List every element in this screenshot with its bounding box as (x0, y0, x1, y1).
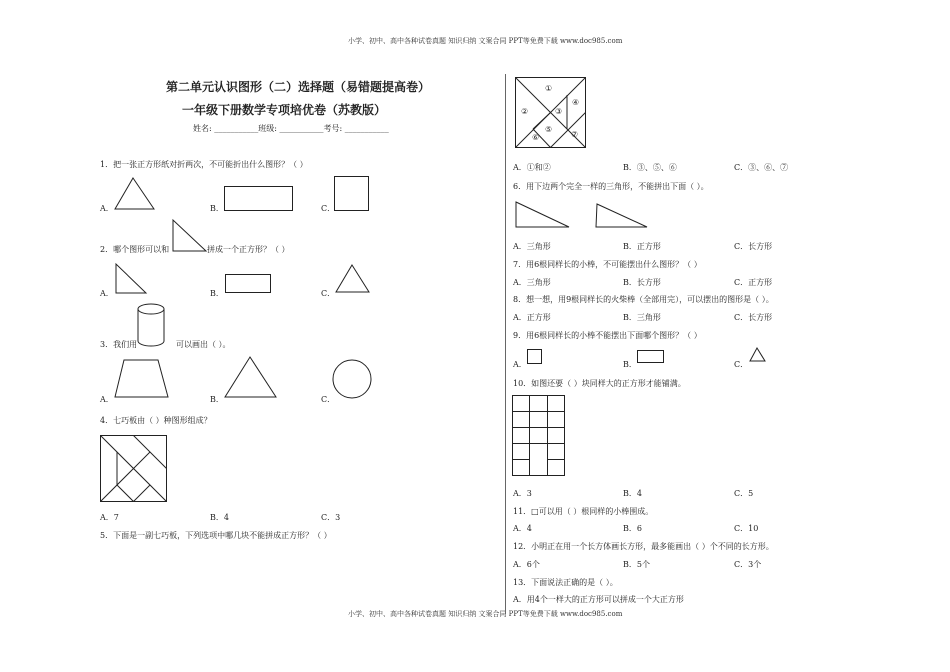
question-12: 12．小明正在用一个长方体画长方形，最多能画出（ ）个不同的长方形。 (513, 542, 774, 551)
q10-option-c: C．5 (734, 489, 754, 498)
q6-triangle-2 (595, 203, 649, 229)
q5-option-c: C．③、⑥、⑦ (734, 163, 789, 172)
q2-option-c-label: C． (321, 289, 336, 298)
q8-option-a: A．正方形 (513, 313, 551, 322)
q4-option-b: B．4 (210, 513, 229, 522)
q10-option-a: A．3 (513, 489, 532, 498)
q2-option-a-label: A． (100, 289, 114, 298)
question-9: 9．用6根同样长的小棒不能摆出下面哪个图形？（ ） (513, 331, 702, 340)
question-13: 13．下面说法正确的是（ ）。 (513, 578, 618, 587)
q10-option-b: B．4 (623, 489, 642, 498)
tangram-label-7: ⑦ (571, 130, 579, 139)
q5-option-b: B．③、⑤、⑥ (623, 163, 677, 172)
q9-option-b-rectangle (637, 350, 665, 364)
question-11: 11．□可以用（ ）根同样的小棒围成。 (513, 507, 654, 516)
question-3-part1: 3．我们用 (100, 340, 138, 349)
q6-option-b: B．正方形 (623, 242, 661, 251)
q11-option-a: A．4 (513, 524, 532, 533)
page-footer: 小学、初中、高中各种试卷真题 知识归纳 文案合同 PPT等免费下载 www.doc985.com (348, 610, 623, 618)
q3-option-c-label: C． (321, 395, 336, 404)
q3-trapezoid-figure (114, 359, 170, 399)
q7-option-a: A．三角形 (513, 278, 551, 287)
q4-option-a: A．7 (100, 513, 119, 522)
q6-option-a: A．三角形 (513, 242, 551, 251)
q3-triangle-figure (224, 356, 278, 400)
q12-option-a: A．6个 (513, 560, 540, 569)
q4-option-c: C．3 (321, 513, 341, 522)
q9-option-b-label: B． (623, 360, 637, 369)
q1-option-c-label: C． (321, 204, 336, 213)
q7-option-b: B．长方形 (623, 278, 661, 287)
q9-option-c-label: C． (734, 360, 749, 369)
q12-option-c: C．3个 (734, 560, 762, 569)
q9-option-a-square (527, 349, 543, 365)
question-5: 5．下面是一副七巧板，下列选项中哪几块不能拼成正方形？（ ） (100, 531, 332, 540)
question-10: 10．如图还要（ ）块同样大的正方形才能铺满。 (513, 379, 686, 388)
question-7: 7．用6根同样长的小棒，不可能摆出什么图形？（ ） (513, 260, 702, 269)
q9-option-c-triangle (749, 347, 767, 363)
question-1: 1．把一张正方形纸对折两次，不可能折出什么图形？（ ） (100, 160, 308, 169)
q6-triangle-1 (515, 201, 571, 229)
q11-option-c: C．10 (734, 524, 759, 533)
tangram-label-6: ⑥ (532, 133, 540, 142)
question-2-part1: 2．哪个图形可以和 (100, 245, 170, 254)
q12-option-b: B．5个 (623, 560, 650, 569)
q4-tangram-figure (100, 435, 168, 503)
q1-option-b-label: B． (210, 204, 224, 213)
column-divider (505, 74, 506, 614)
q1-square-figure (334, 176, 370, 212)
q2-option-c-triangle (335, 264, 371, 294)
tangram-label-5: ⑤ (545, 125, 553, 134)
question-4: 4．七巧板由（ ）种图形组成？ (100, 416, 212, 425)
question-8: 8．想一想，用9根同样长的火柴棒（全部用完），可以摆出的图形是（ ）。 (513, 295, 774, 304)
q5-option-a: A．①和② (513, 163, 551, 172)
q11-option-b: B．6 (623, 524, 642, 533)
title-main: 第二单元认识图形（二）选择题（易错题提高卷） (166, 80, 431, 94)
q3-option-b-label: B． (210, 395, 224, 404)
q6-option-c: C．长方形 (734, 242, 773, 251)
q2-option-a-triangle (115, 263, 149, 295)
tangram-label-4: ④ (572, 98, 580, 107)
q3-option-a-label: A． (100, 395, 114, 404)
q2-option-b-label: B． (210, 289, 224, 298)
title-sub: 一年级下册数学专项培优卷（苏教版） (182, 103, 387, 117)
q3-circle-figure (332, 359, 374, 401)
tangram-label-1: ① (545, 84, 553, 93)
page-header: 小学、初中、高中各种试卷真题 知识归纳 文案合同 PPT等免费下载 www.doc985.com (348, 37, 623, 45)
q7-option-c: C．正方形 (734, 278, 773, 287)
q1-rectangle-figure (224, 186, 294, 212)
q1-triangle-figure (114, 177, 156, 211)
question-2-part2: 拼成一个正方形？（ ） (207, 245, 290, 254)
q8-option-b: B．三角形 (623, 313, 661, 322)
q9-option-a-label: A． (513, 360, 527, 369)
question-6: 6．用下边两个完全一样的三角形，不能拼出下面（ ）。 (513, 182, 709, 191)
q2-option-b-rectangle (225, 274, 273, 294)
q8-option-c: C．长方形 (734, 313, 773, 322)
tangram-label-3: ③ (555, 107, 563, 116)
q10-grid-figure (512, 395, 566, 477)
q13-option-a: A．用4个一样大的正方形可以拼成一个大正方形 (513, 595, 684, 604)
q3-cylinder-figure (137, 303, 167, 349)
q1-option-a-label: A． (100, 204, 114, 213)
q2-right-triangle-figure (172, 219, 208, 253)
tangram-label-2: ② (521, 107, 529, 116)
student-info-line: 姓名: ___________班级: ___________考号: ___________ (193, 124, 389, 133)
question-3-part2: 可以画出（ ）。 (176, 340, 231, 349)
